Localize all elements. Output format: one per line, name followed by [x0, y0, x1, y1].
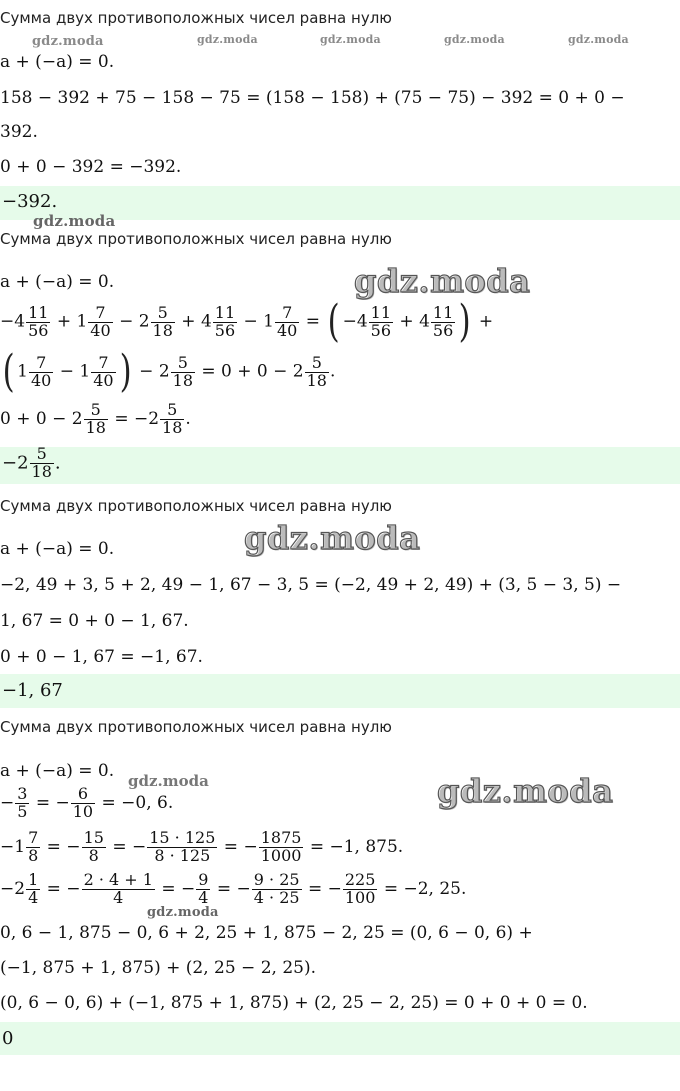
watermark: gdz.moda [437, 772, 614, 810]
fraction: $\frac{1}{4}$ [28, 870, 39, 907]
math-line: −2 $\frac{1}{4}$ = − $\frac{2 \cdot 4 + 1}{4}$ = − $\frac{9}{4}$ = − $\frac{9 \cdot 25}{4 \cdot 25}$ = − $\frac{225}{100}$ = −2, 25. [0, 870, 467, 907]
fraction: $\frac{225}{100}$ [344, 870, 376, 907]
fraction: $\frac{6}{10}$ [72, 784, 94, 821]
fraction: $\frac{15 \cdot 125}{8 \cdot 125}$ [149, 828, 216, 865]
math-line: −1 $\frac{7}{8}$ = − $\frac{15}{8}$ = − $\frac{15 \cdot 125}{8 \cdot 125}$ = − $\frac{1875}{1000}$ = −1, 875. [0, 828, 404, 865]
watermark: gdz.moda [147, 905, 219, 920]
math-line: 392. [0, 122, 38, 142]
fraction: $\frac{5}{18}$ [152, 302, 173, 340]
identity-line: a + (−a) = 0. [0, 761, 115, 781]
watermark: gdz.moda [354, 262, 531, 300]
math-line: ( 1 $\frac{7}{40}$ − 1 $\frac{7}{40}$ ) − 2 $\frac{5}{18}$ = 0 + 0 − 2 $\frac{5}{18}$ . [2, 346, 336, 397]
left-paren: ( [327, 296, 341, 347]
identity-line: a + (−a) = 0. [0, 52, 115, 72]
left-paren: ( [2, 346, 15, 397]
fraction: $\frac{5}{18}$ [31, 446, 52, 481]
answer-band [0, 674, 680, 708]
right-paren: ) [119, 346, 132, 397]
math-line: (−1, 875 + 1, 875) + (2, 25 − 2, 25). [0, 958, 316, 978]
rule-note: Сумма двух противоположных чисел равна нулю [0, 497, 392, 515]
answer-value: 0 [2, 1028, 14, 1049]
watermark: gdz.moda [320, 33, 381, 46]
fraction: $\frac{11}{56}$ [370, 302, 392, 340]
fraction: $\frac{3}{5}$ [17, 784, 28, 821]
answer-value: −1, 67 [2, 680, 63, 701]
answer-band [0, 447, 680, 484]
identity-line: a + (−a) = 0. [0, 272, 115, 292]
answer-value: −2 $\frac{5}{18}$ . [2, 446, 61, 481]
watermark: gdz.moda [244, 519, 421, 557]
fraction: $\frac{9 \cdot 25}{4 \cdot 25}$ [253, 870, 300, 907]
fraction: $\frac{15}{8}$ [83, 828, 104, 865]
fraction: $\frac{11}{56}$ [28, 302, 49, 340]
fraction: $\frac{7}{40}$ [90, 302, 111, 340]
watermark: gdz.moda [128, 772, 209, 790]
math-line: −2, 49 + 3, 5 + 2, 49 − 1, 67 − 3, 5 = (−2, 49 + 2, 49) + (3, 5 − 3, 5) − [0, 575, 622, 595]
fraction: $\frac{11}{56}$ [214, 302, 236, 340]
math-line: 0 + 0 − 2 $\frac{5}{18}$ = −2 $\frac{5}{18}$ . [0, 400, 191, 437]
watermark: gdz.moda [33, 212, 116, 230]
fraction: $\frac{7}{40}$ [277, 302, 298, 340]
answer-value: −392. [2, 191, 58, 212]
watermark: gdz.moda [444, 33, 505, 46]
fraction: $\frac{1875}{1000}$ [260, 828, 302, 865]
answer-band [0, 1022, 680, 1055]
identity-line: a + (−a) = 0. [0, 539, 115, 559]
watermark: gdz.moda [32, 34, 104, 49]
math-line: − $\frac{3}{5}$ = − $\frac{6}{10}$ = −0, 6. [0, 784, 174, 821]
math-line: 158 − 392 + 75 − 158 − 75 = (158 − 158) + (75 − 75) − 392 = 0 + 0 − [0, 88, 625, 108]
rule-note: Сумма двух противоположных чисел равна нулю [0, 718, 392, 736]
fraction: $\frac{7}{40}$ [93, 352, 114, 390]
fraction: $\frac{5}{18}$ [85, 400, 106, 437]
fraction: $\frac{11}{56}$ [432, 302, 454, 340]
math-line: 0 + 0 − 1, 67 = −1, 67. [0, 647, 203, 667]
rule-note: Сумма двух противоположных чисел равна нулю [0, 230, 392, 248]
math-line: −4 $\frac{11}{56}$ + 1 $\frac{7}{40}$ − 2 $\frac{5}{18}$ + 4 $\frac{11}{56}$ − 1 $\frac{7}{40}$ = ( −4 $\frac{11}{56}$ + 4 $\frac{11}{56}$ ) + [0, 296, 494, 347]
fraction: $\frac{7}{8}$ [28, 828, 39, 865]
fraction: $\frac{9}{4}$ [198, 870, 209, 907]
right-paren: ) [458, 296, 471, 347]
fraction: $\frac{7}{40}$ [31, 352, 52, 390]
fraction: $\frac{5}{18}$ [172, 352, 193, 390]
fraction: $\frac{5}{18}$ [306, 352, 327, 390]
watermark: gdz.moda [568, 33, 629, 46]
math-line: (0, 6 − 0, 6) + (−1, 875 + 1, 875) + (2, 25 − 2, 25) = 0 + 0 + 0 = 0. [0, 993, 588, 1013]
watermark: gdz.moda [197, 33, 258, 46]
fraction: $\frac{2 \cdot 4 + 1}{4}$ [83, 870, 153, 907]
math-line: 1, 67 = 0 + 0 − 1, 67. [0, 611, 189, 631]
rule-note: Сумма двух противоположных чисел равна нулю [0, 9, 392, 27]
fraction: $\frac{5}{18}$ [162, 400, 183, 437]
math-line: 0 + 0 − 392 = −392. [0, 157, 182, 177]
math-line: 0, 6 − 1, 875 − 0, 6 + 2, 25 + 1, 875 − 2, 25 = (0, 6 − 0, 6) + [0, 923, 533, 943]
